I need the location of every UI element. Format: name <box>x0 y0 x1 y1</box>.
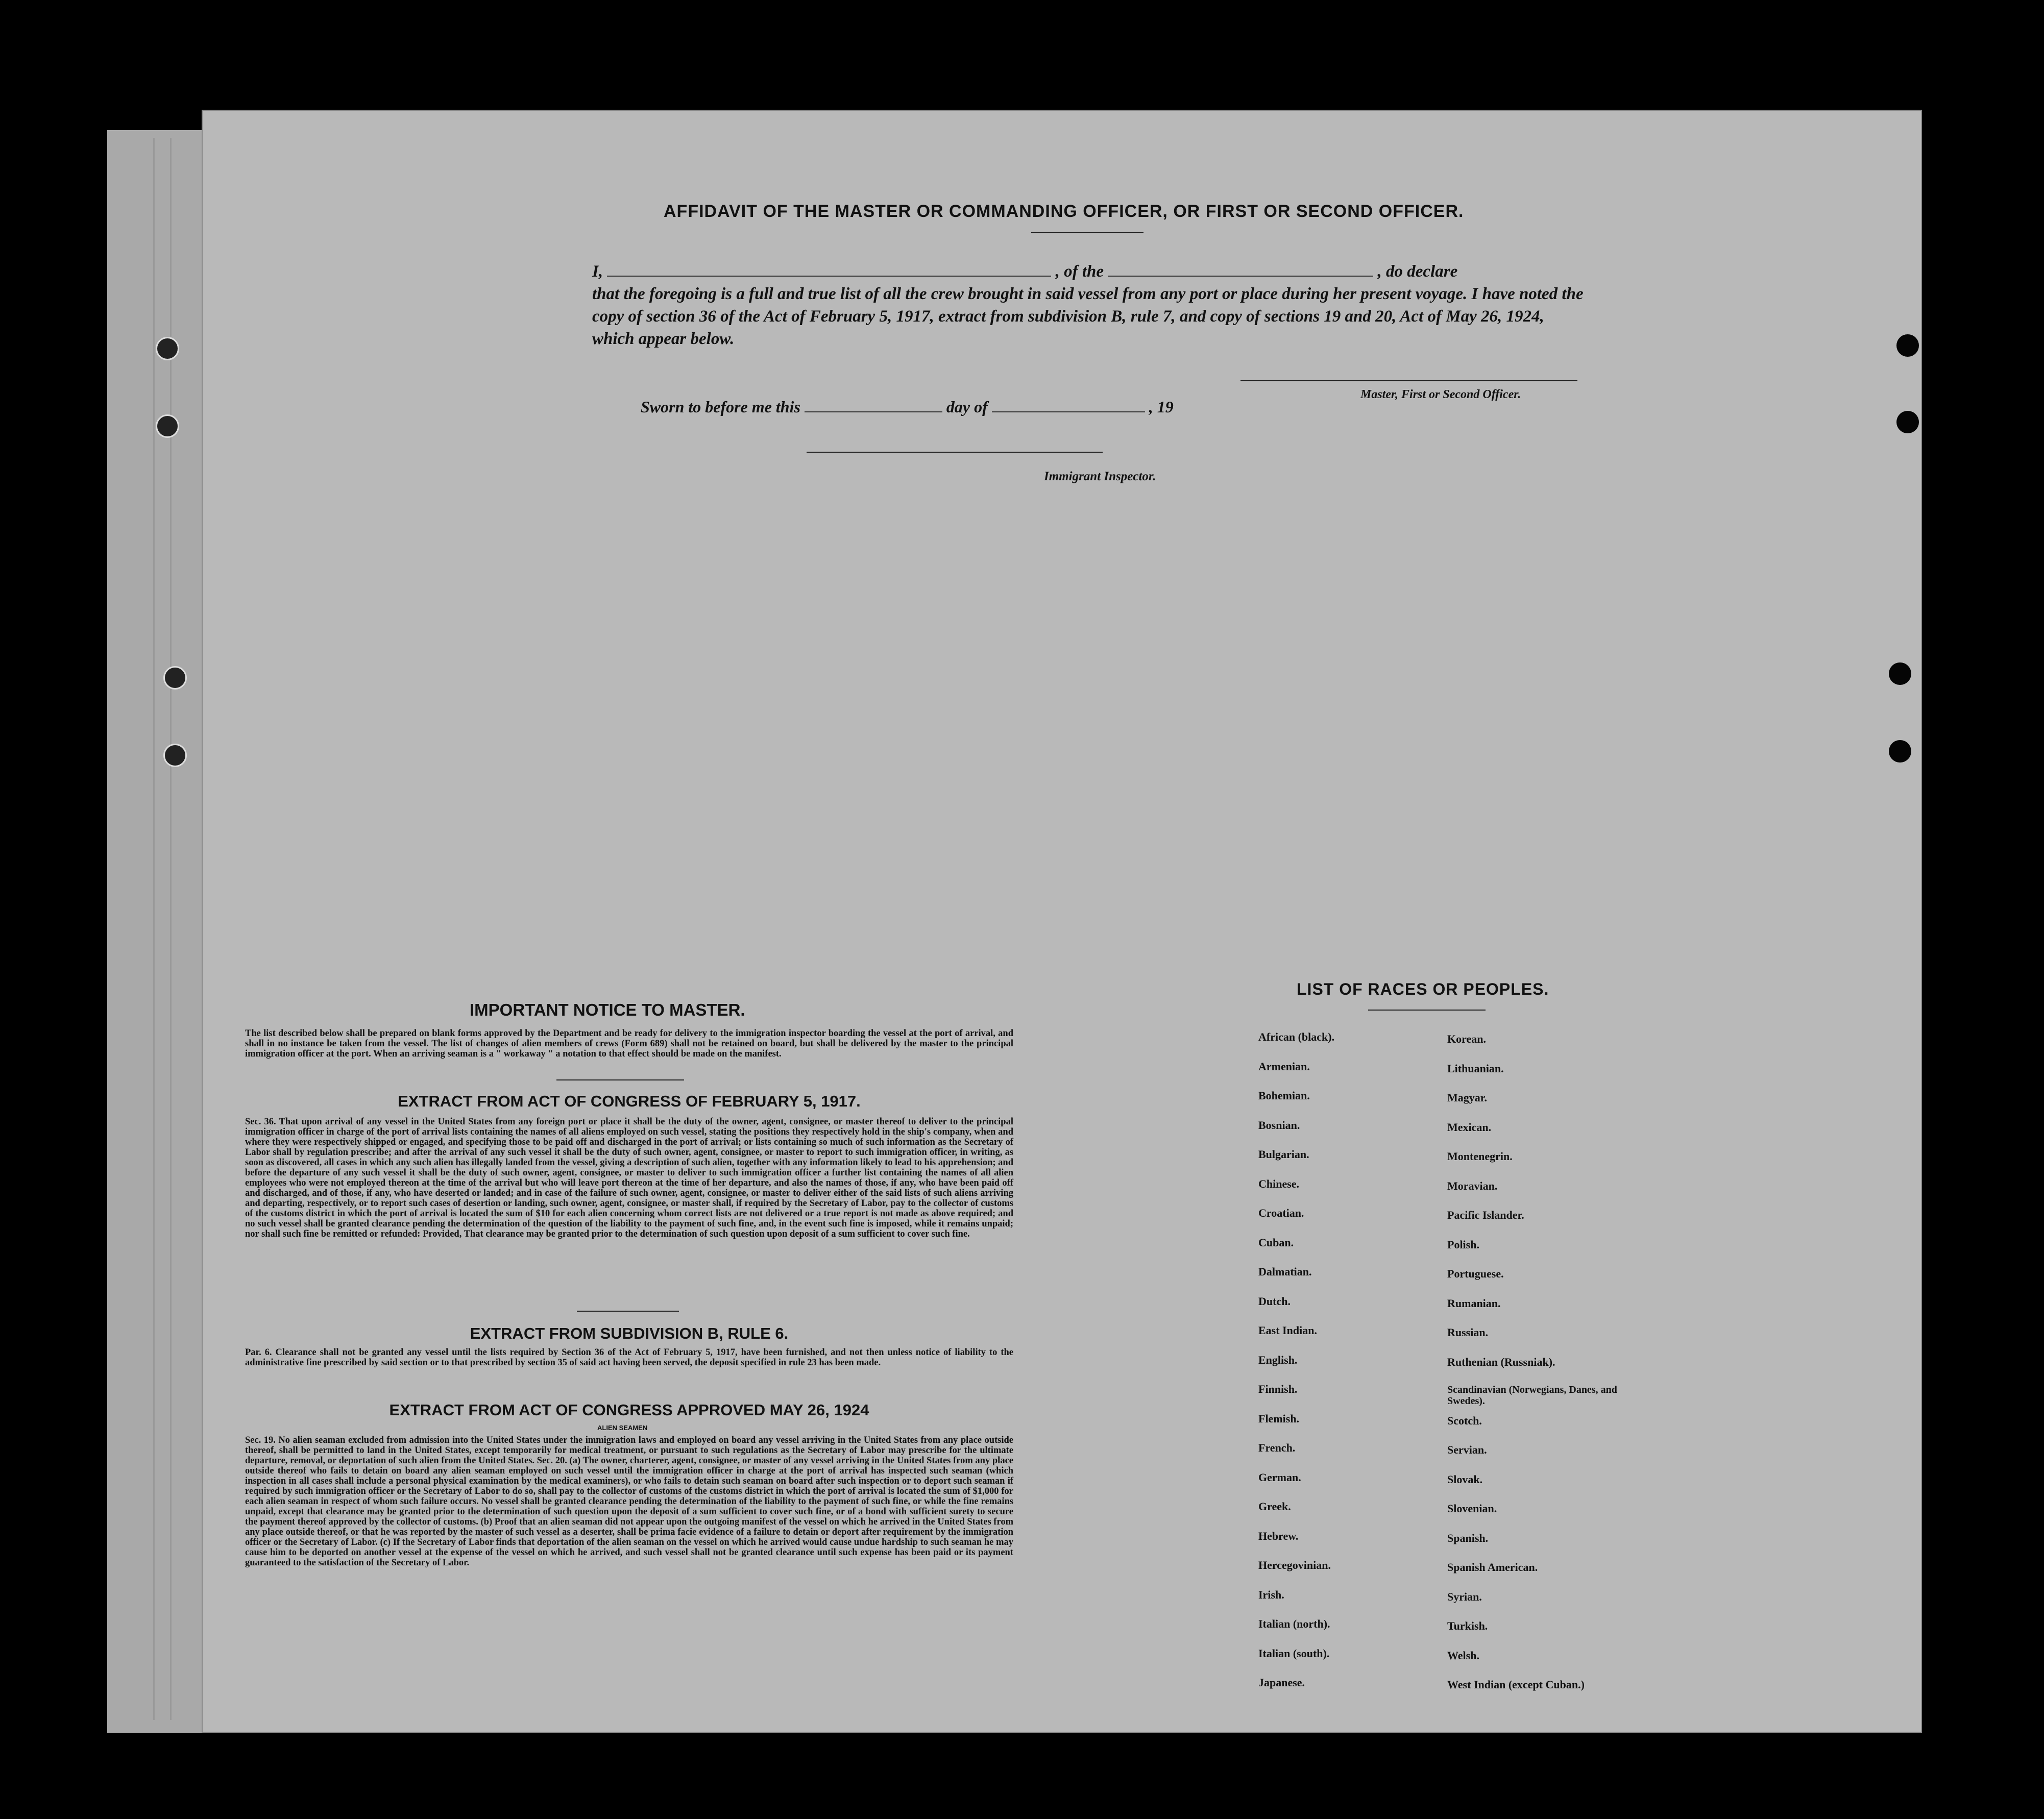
affidavit-of-the: , of the <box>1055 262 1104 281</box>
race-item: Portuguese. <box>1447 1267 1504 1280</box>
day-of-label: day of <box>946 398 988 416</box>
race-item: Lithuanian. <box>1447 1062 1504 1075</box>
race-item: Ruthenian (Russniak). <box>1447 1355 1555 1368</box>
race-item: Cuban. <box>1258 1236 1294 1249</box>
race-item: Welsh. <box>1447 1649 1479 1662</box>
master-name-blank[interactable] <box>607 261 1051 277</box>
extract-1924-subheading: ALIEN SEAMEN <box>597 1424 648 1432</box>
extract-rule6-body: Par. 6. Clearance shall not be granted any vessel until the lists required by Section 36 of the Act of February 5, 1917, have been furnished, and not then unless notice of liability to the administrative fine prescribed by said section or to that prescribed by section 35 of said act having been served, the deposit specified in rule 23 has been made. <box>245 1347 1013 1368</box>
underlying-page-margin-lines <box>153 138 172 1720</box>
race-item: Mexican. <box>1447 1120 1492 1134</box>
race-item: Irish. <box>1258 1588 1284 1601</box>
race-item: Spanish. <box>1447 1531 1489 1544</box>
extract-1917-heading: EXTRACT FROM ACT OF CONGRESS OF FEBRUARY 5, 1917. <box>398 1092 861 1110</box>
race-item: Rumanian. <box>1447 1296 1501 1310</box>
inspector-label: Immigrant Inspector. <box>1044 470 1156 483</box>
signature-line <box>1240 380 1577 381</box>
race-item: Scandinavian (Norwegians, Danes, and Swedes). <box>1447 1384 1617 1407</box>
race-item: Dalmatian. <box>1258 1265 1312 1278</box>
races-rule <box>1368 1010 1486 1011</box>
race-item: Russian. <box>1447 1326 1489 1339</box>
punch-hole-left-3 <box>163 666 187 690</box>
race-item: African (black). <box>1258 1030 1335 1043</box>
punch-hole-left-2 <box>156 414 179 438</box>
race-item: Bosnian. <box>1258 1118 1300 1132</box>
vessel-name-blank[interactable] <box>1108 261 1373 277</box>
inspector-signature-line <box>807 452 1103 453</box>
race-item: Croatian. <box>1258 1207 1304 1219</box>
extract-1924-body: Sec. 19. No alien seaman excluded from admission into the United States under the immigration laws and employed on board any vessel arriving in the United States from any place outside thereof, shall be permitted to land in the United States, except temporarily for medical treatment, or pursuant to such regulations as the Secretary of Labor may prescribe for the ultimate departure, removal, or deportation of such alien from the United States. Sec. 20. (a) The owner, charterer, agent, consignee, or master of any vessel arriving in the United States from any place outside thereof who fails to detain on board any alien seaman employed on such vessel until the immigration officer in charge at the port of arrival has inspected such seaman (which inspection in all cases shall include a personal physical examination by the medical examiners), or who fails to detain such seaman on board after such inspection or to deport such seaman if required by such immigration officer or the Secretary of Labor to do so, shall pay to the collector of customs of the customs district in which the port of arrival is located the sum of $1,000 for each alien seaman in respect of whom such failure occurs. No vessel shall be granted clearance pending the determination of the liability to the payment of such fine, or while the fine remains unpaid, except that clearance may be granted prior to the determination of such question upon the deposit of a sum sufficient to cover such fine, or of a bond with sufficient surety to secure the payment thereof approved by the collector of customs. (b) Proof that an alien seaman did not appear upon the outgoing manifest of the vessel on which he arrived in the United States from any place outside thereof, or that he was reported by the master of such vessel as a deserter, shall be prima facie evidence of a failure to detain or deport after requirement by the immigration officer or the Secretary of Labor. (c) If the Secretary of Labor finds that deportation of the alien seaman on the vessel on which he arrived would cause undue hardship to such seaman he may cause him to be deported on another vessel at the expense of the vessel on which he arrived, and such vessel shall not be granted clearance until such expense has been paid or its payment guaranteed to the satisfaction of the Secretary of Labor. <box>245 1435 1013 1568</box>
notice-rule <box>556 1079 684 1080</box>
punch-hole-right-1 <box>1896 334 1919 357</box>
race-item: Spanish American. <box>1447 1561 1538 1574</box>
race-item: Montenegrin. <box>1447 1150 1513 1163</box>
sworn-day-blank[interactable] <box>805 397 942 412</box>
sworn-month-blank[interactable] <box>992 397 1145 412</box>
affidavit-declare: , do declare <box>1377 262 1458 281</box>
race-item: Italian (south). <box>1258 1646 1330 1660</box>
race-item: Italian (north). <box>1258 1617 1330 1630</box>
race-item: Japanese. <box>1258 1676 1305 1689</box>
punch-hole-right-3 <box>1889 662 1911 685</box>
signer-label: Master, First or Second Officer. <box>1360 388 1521 401</box>
race-item: Chinese. <box>1258 1177 1300 1190</box>
race-item: Magyar. <box>1447 1091 1488 1104</box>
bleed-through-text <box>431 176 440 211</box>
year-prefix: , 19 <box>1149 398 1174 416</box>
affidavit-declaration <box>592 260 1588 350</box>
extract-1917-body: Sec. 36. That upon arrival of any vessel in the United States from any foreign port or place it shall be the duty of the owner, agent, consignee, or master thereof to deliver to the principal immigration officer in charge of the port of arrival lists containing the names of all aliens employed on such vessel, stating the positions they respectively hold in the ship's company, when and where they were respectively shipped or engaged, and specifying those to be paid off and discharged in the port of arrival; or lists containing so much of such information as the Secretary of Labor shall by regulation prescribe; and after the arrival of any such vessel it shall be the duty of such owner, agent, consignee, or master to report to such immigration officer, in writing, as soon as discovered, all cases in which any such alien has illegally landed from the vessel, giving a description of such alien, together with any information likely to lead to his apprehension; and before the departure of any such vessel it shall be the duty of such owner, agent, consignee, or master to deliver to such immigration officer a further list containing the names of all alien employees who were not employed thereon at the time of the arrival but who will leave port thereon at the time of her departure, and also the names of those, if any, who have been paid off and discharged, and of those, if any, who have deserted or landed; and in case of the failure of such owner, agent, consignee, or master to deliver either of the said lists of such aliens arriving and departing, respectively, or to report such cases of desertion or landing, such owner, agent, consignee, or master shall, if required by the Secretary of Labor, pay to the collector of customs of the customs district in which the port of arrival is located the sum of $10 for each alien concerning whom correct lists are not delivered or a true report is not made as above required; and no such vessel shall be granted clearance pending the determination of the question of the liability to the payment of such fine, and, in the event such fine is imposed, while it remains unpaid; nor shall such fine be remitted or refunded: Provided, That clearance may be granted prior to the determination of such question upon deposit of a sum sufficient to cover such fine. <box>245 1117 1013 1239</box>
race-item: Armenian. <box>1258 1060 1310 1073</box>
extract-1917-rule <box>577 1311 679 1312</box>
race-item: Turkish. <box>1447 1619 1488 1632</box>
affidavit-first-line <box>592 260 1588 283</box>
races-left-column <box>1258 1030 1427 1705</box>
race-item: Finnish. <box>1258 1383 1298 1395</box>
race-item: Greek. <box>1258 1500 1291 1513</box>
race-item: Korean. <box>1447 1033 1486 1045</box>
race-item: Bulgarian. <box>1258 1148 1309 1161</box>
race-item: Slovenian. <box>1447 1502 1497 1515</box>
affidavit-title-rule <box>1031 232 1143 233</box>
race-item: Bohemian. <box>1258 1089 1310 1102</box>
race-item: Servian. <box>1447 1443 1487 1456</box>
race-item: East Indian. <box>1258 1324 1317 1337</box>
extract-rule6-heading: EXTRACT FROM SUBDIVISION B, RULE 6. <box>470 1324 789 1342</box>
race-item: German. <box>1258 1470 1301 1484</box>
race-item: Slovak. <box>1447 1472 1483 1486</box>
races-heading: LIST OF RACES OR PEOPLES. <box>1297 980 1549 998</box>
sworn-line <box>641 397 1174 416</box>
race-item: French. <box>1258 1441 1296 1454</box>
race-item: English. <box>1258 1353 1298 1366</box>
race-item: Moravian. <box>1447 1179 1498 1192</box>
affidavit-i: I, <box>592 262 603 281</box>
sworn-text: Sworn to before me this <box>641 398 800 416</box>
race-item: Polish. <box>1447 1238 1479 1251</box>
punch-hole-right-2 <box>1896 411 1919 433</box>
races-right-column <box>1447 1032 1631 1707</box>
race-item: Pacific Islander. <box>1447 1209 1524 1221</box>
punch-hole-left-1 <box>156 337 179 360</box>
important-notice-heading: IMPORTANT NOTICE TO MASTER. <box>470 1000 745 1019</box>
race-item: Flemish. <box>1258 1412 1300 1425</box>
race-item: Dutch. <box>1258 1294 1291 1308</box>
punch-hole-left-4 <box>163 744 187 767</box>
affidavit-text: that the foregoing is a full and true list of all the crew brought in said vessel from any port or place during her present voyage. I have noted the copy of section 36 of the Act of February 5, 1917, extract from subdivision B, rule 7, and copy of sections 19 and 20, Act of May 26, 1924, which appear below. <box>592 285 1584 348</box>
important-notice-body: The list described below shall be prepared on blank forms approved by the Department and be ready for delivery to the immigration inspector boarding the vessel at the port of arrival, and shall in no instance be taken from the vessel. The list of changes of alien members of crews (Form 689) shall not be retained on board, but shall be delivered by the master to the principal immigration officer at the port. When an arriving seaman is a " workaway " a notation to that effect should be made on the manifest. <box>245 1028 1013 1059</box>
punch-hole-right-4 <box>1889 740 1911 763</box>
race-item: Scotch. <box>1447 1414 1482 1427</box>
race-item: Syrian. <box>1447 1590 1482 1603</box>
race-item: Hebrew. <box>1258 1529 1299 1542</box>
race-item: West Indian (except Cuban.) <box>1447 1678 1585 1691</box>
affidavit-title: AFFIDAVIT OF THE MASTER OR COMMANDING OFFICER, OR FIRST OR SECOND OFFICER. <box>664 202 1464 221</box>
race-item: Hercegovinian. <box>1258 1559 1331 1571</box>
extract-1924-heading: EXTRACT FROM ACT OF CONGRESS APPROVED MAY 26, 1924 <box>389 1401 869 1419</box>
